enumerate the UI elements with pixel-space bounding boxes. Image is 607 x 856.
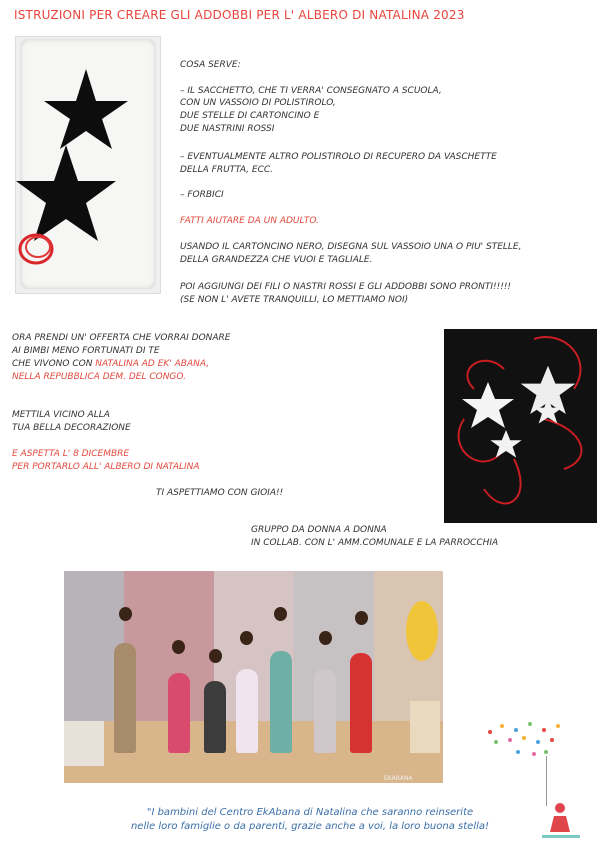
waiting-line: TI ASPETTIAMO CON GIOIA!! — [156, 488, 284, 498]
instruction-line: DUE NASTRINI ROSSI — [180, 124, 275, 134]
signature-line: GRUPPO DA DONNA A DONNA — [251, 525, 387, 535]
offer-line: NELLA REPUBBLICA DEM. DEL CONGO. — [12, 372, 186, 382]
date-line: PER PORTARLO ALL' ALBERO DI NATALINA — [12, 462, 200, 472]
offer-line: METTILA VICINO ALLA — [12, 410, 110, 420]
what-you-need-heading: COSA SERVE: — [180, 60, 241, 70]
white-stars-photo — [444, 329, 597, 523]
instruction-line: (SE NON L' AVETE TRANQUILLI, LO METTIAMO NOI) — [180, 295, 409, 305]
instruction-line: DELLA GRANDEZZA CHE VUOI E TAGLIALE. — [180, 255, 373, 265]
offer-line: AI BIMBI MENO FORTUNATI DI TE — [12, 346, 160, 356]
adult-help-note: FATTI AIUTARE DA UN ADULTO. — [180, 216, 319, 226]
offer-line: CHE VIVONO CON NATALINA AD EK' ABANA, — [12, 359, 210, 369]
instruction-line: – FORBICI — [180, 190, 224, 200]
white-stars-graphic — [444, 329, 597, 523]
yellow-flower-decoration — [406, 601, 438, 661]
natalina-link-text: NATALINA AD EK' ABANA, — [95, 359, 210, 369]
offer-line: ORA PRENDI UN' OFFERTA CHE VORRAI DONARE — [12, 333, 231, 343]
black-star-top — [44, 69, 128, 149]
girl-balloons-illustration — [480, 720, 590, 840]
signature-line: IN COLLAB. CON L' AMM.COMUNALE E LA PARROCCHIA — [251, 538, 499, 548]
instruction-line: CON UN VASSOIO DI POLISTIROLO, — [180, 98, 336, 108]
offer-line: TUA BELLA DECORAZIONE — [12, 423, 131, 433]
children-group-photo — [64, 571, 443, 783]
photo-watermark: EKABANA — [384, 775, 413, 782]
quote-line: nelle loro famiglie o da parenti, grazie anche a voi, la loro buona stella! — [130, 821, 490, 832]
instruction-line: POI AGGIUNGI DEI FILI O NASTRI ROSSI E GLI ADDOBBI SONO PRONTI!!!!! — [180, 282, 512, 292]
black-star-bottom — [16, 145, 116, 241]
girl-figure — [480, 720, 590, 840]
page-title: ISTRUZIONI PER CREARE GLI ADDOBBI PER L' ALBERO DI NATALINA 2023 — [14, 8, 465, 22]
instruction-line: – IL SACCHETTO, CHE TI VERRA' CONSEGNATO A SCUOLA, — [180, 86, 442, 96]
date-line: E ASPETTA L' 8 DICEMBRE — [12, 449, 130, 459]
quote-line: "I bambini del Centro EkAbana di Natalina che saranno reinserite — [146, 807, 474, 818]
black-stars-graphic — [16, 37, 160, 293]
instruction-line: DUE STELLE DI CARTONCINO E — [180, 111, 320, 121]
instruction-line: USANDO IL CARTONCINO NERO, DISEGNA SUL VASSOIO UNA O PIU' STELLE, — [180, 242, 522, 252]
instruction-line: DELLA FRUTTA, ECC. — [180, 165, 274, 175]
tray-stars-photo — [15, 36, 161, 294]
instruction-line: – EVENTUALMENTE ALTRO POLISTIROLO DI RECUPERO DA VASCHETTE — [180, 152, 497, 162]
